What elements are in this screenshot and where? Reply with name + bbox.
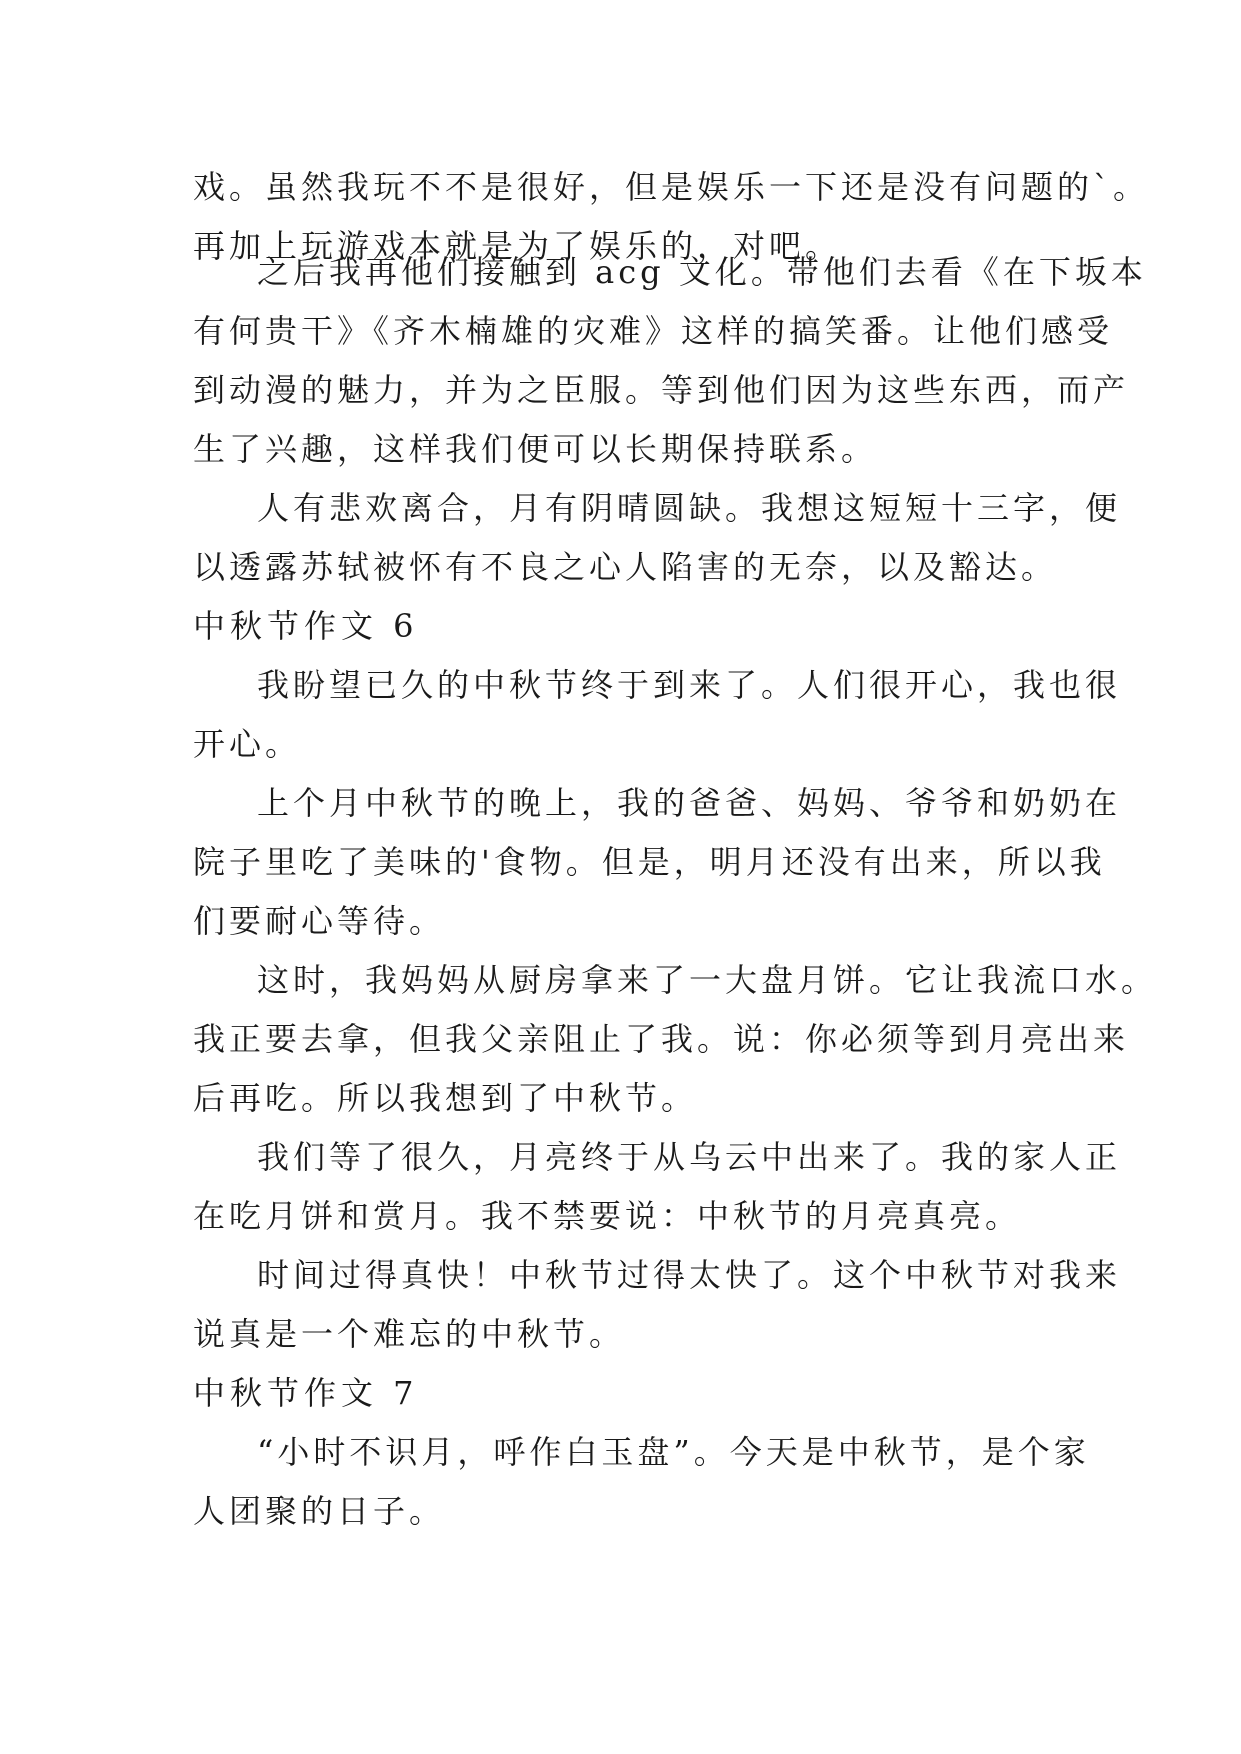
text-line: 开心。 [193, 725, 302, 763]
text-line: 再加上玩游戏本就是为了娱乐的，对吧。 [193, 227, 842, 265]
paragraph-line: “小时不识月，呼作白玉盘”。今天是中秋节，是个家 [257, 1433, 1090, 1471]
text-line: 我正要去拿，但我父亲阻止了我。说：你必须等到月亮出来 [193, 1020, 1130, 1058]
text-line: 院子里吃了美味的'食物。但是，明月还没有出来，所以我 [193, 843, 1106, 881]
section-heading: 中秋节作文 6 [193, 607, 419, 645]
paragraph-line: 之后我再他们接触到 acg 文化。带他们去看《在下坂本 [257, 253, 1147, 291]
text-line: 说真是一个难忘的中秋节。 [193, 1315, 626, 1353]
paragraph-line: 人有悲欢离合，月有阴晴圆缺。我想这短短十三字，便 [257, 489, 1122, 527]
text-line: 们要耐心等待。 [193, 902, 446, 940]
paragraph-line: 我盼望已久的中秋节终于到来了。人们很开心，我也很 [257, 666, 1122, 704]
paragraph-line: 这时，我妈妈从厨房拿来了一大盘月饼。它让我流口水。 [257, 961, 1158, 999]
text-line: 有何贵干》《齐木楠雄的灾难》这样的搞笑番。让他们感受 [193, 312, 1114, 350]
text-line: 以透露苏轼被怀有不良之心人陷害的无奈，以及豁达。 [193, 548, 1058, 586]
paragraph-line: 我们等了很久，月亮终于从乌云中出来了。我的家人正 [257, 1138, 1122, 1176]
paragraph-line: 时间过得真快！中秋节过得太快了。这个中秋节对我来 [257, 1256, 1122, 1294]
section-heading: 中秋节作文 7 [193, 1374, 419, 1412]
text-line: 后再吃。所以我想到了中秋节。 [193, 1079, 698, 1117]
text-line: 人团聚的日子。 [193, 1492, 446, 1530]
paragraph-line: 上个月中秋节的晚上，我的爸爸、妈妈、爷爷和奶奶在 [257, 784, 1122, 822]
text-line: 在吃月饼和赏月。我不禁要说：中秋节的月亮真亮。 [193, 1197, 1022, 1235]
text-line: 到动漫的魅力，并为之臣服。等到他们因为这些东西，而产 [193, 371, 1130, 409]
text-line: 戏。虽然我玩不不是很好，但是娱乐一下还是没有问题的`。 [193, 168, 1150, 206]
text-line: 生了兴趣，这样我们便可以长期保持联系。 [193, 430, 878, 468]
